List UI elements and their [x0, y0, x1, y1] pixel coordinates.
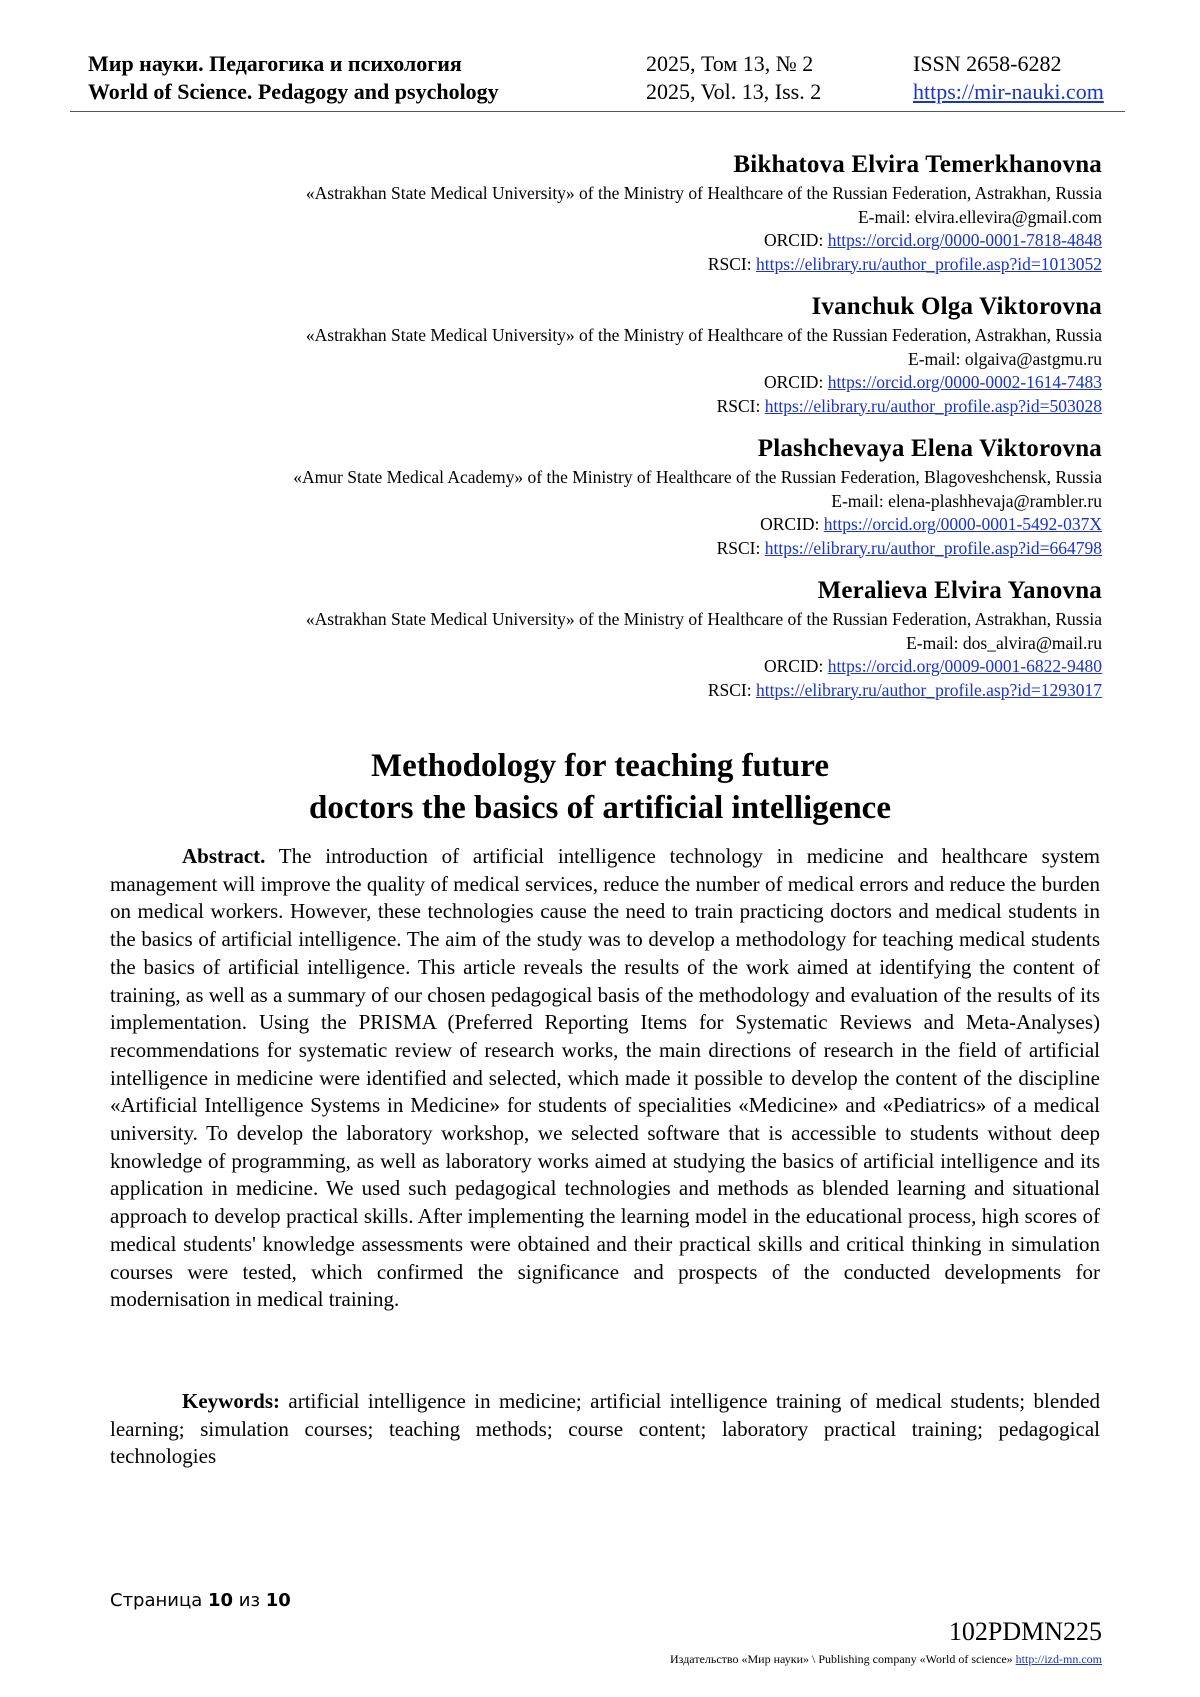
author-name: Meralieva Elvira Yanovna: [817, 577, 1102, 604]
author-block: [102, 290, 1102, 418]
author-rsci: RSCI: https://elibrary.ru/author_profile.asp?id=503028: [716, 395, 1102, 416]
journal-website-link[interactable]: https://mir-nauki.com: [913, 79, 1104, 104]
publisher-line: Издательство «Мир науки» \ Publishing company «World of science» http://izd-mn.com: [670, 1652, 1102, 1666]
abstract-label: Abstract.: [182, 844, 266, 868]
header-divider: [70, 111, 1125, 112]
rsci-link[interactable]: https://elibrary.ru/author_profile.asp?id=1013052: [755, 253, 1102, 274]
abstract: [110, 843, 1100, 1314]
keywords-label: Keywords:: [182, 1389, 280, 1413]
author-name: Plashchevaya Elena Viktorovna: [757, 435, 1102, 462]
rsci-link[interactable]: https://elibrary.ru/author_profile.asp?id=503028: [764, 395, 1102, 416]
author-orcid: ORCID: https://orcid.org/0000-0001-5492-037X: [760, 514, 1102, 534]
rsci-link[interactable]: https://elibrary.ru/author_profile.asp?id=664798: [764, 537, 1102, 558]
author-name: Ivanchuk Olga Viktorovna: [811, 293, 1102, 320]
keywords-text: artificial intelligence in medicine; artificial intelligence training of medical students; blended learning; simulation courses; teaching methods; course content; laboratory practical training; pedagogical technologies: [110, 1389, 1100, 1469]
author-email: E-mail: elvira.ellevira@gmail.com: [857, 206, 1102, 227]
rsci-link[interactable]: https://elibrary.ru/author_profile.asp?id=1293017: [755, 679, 1102, 700]
author-name: Bikhatova Elvira Temerkhanovna: [733, 151, 1102, 178]
volume-en: 2025, Vol. 13, Iss. 2: [646, 79, 822, 104]
author-email: E-mail: dos_alvira@mail.ru: [906, 632, 1102, 653]
article-title-line: Methodology for teaching future: [371, 748, 829, 784]
orcid-link[interactable]: https://orcid.org/0000-0001-7818-4848: [827, 230, 1102, 250]
author-rsci: RSCI: https://elibrary.ru/author_profile.asp?id=664798: [716, 537, 1102, 558]
author-affiliation: «Astrakhan State Medical University» of the Ministry of Healthcare of the Russian Federation, Astrakhan, Russia: [305, 183, 1102, 203]
publisher-link[interactable]: http://izd-mn.com: [1015, 1652, 1102, 1666]
journal-header: [88, 50, 1120, 106]
author-orcid: ORCID: https://orcid.org/0009-0001-6822-9480: [764, 656, 1102, 676]
article-title-line: doctors the basics of artificial intelligence: [309, 790, 891, 826]
author-email: E-mail: olgaiva@astgmu.ru: [908, 348, 1102, 369]
journal-title-ru: Мир науки. Педагогика и психология: [88, 51, 462, 76]
author-list: [102, 148, 1102, 716]
author-affiliation: «Astrakhan State Medical University» of the Ministry of Healthcare of the Russian Federation, Astrakhan, Russia: [305, 609, 1102, 629]
orcid-link[interactable]: https://orcid.org/0000-0001-5492-037X: [823, 514, 1102, 534]
author-rsci: RSCI: https://elibrary.ru/author_profile.asp?id=1013052: [707, 253, 1102, 274]
author-email: E-mail: elena-plashhevaja@rambler.ru: [831, 490, 1102, 511]
author-orcid: ORCID: https://orcid.org/0000-0002-1614-7483: [764, 372, 1102, 392]
author-rsci: RSCI: https://elibrary.ru/author_profile.asp?id=1293017: [707, 679, 1102, 700]
abstract-text: The introduction of artificial intelligence technology in medicine and healthcare system management will improve the quality of medical services, reduce the number of medical errors and reduce the burden on medical workers. However, these technologies cause the need to train practicing doctors and medical students in the basics of artificial intelligence. The aim of the study was to develop a methodology for teaching medical students the basics of artificial intelligence. This article reveals the results of the work aimed at identifying the content of training, as well as a summary of our chosen pedagogical basis of the methodology and evaluation of the results of its implementation. Using the PRISMA (Preferred Reporting Items for Systematic Reviews and Meta-Analyses) recommendations for systematic review of research works, the main directions of research in the field of artificial intelligence in medicine were identified and selected, which made it possible to develop the content of the discipline «Artificial Intelligence Systems in Medicine» for students of specialities «Medicine» and «Pediatrics» of a medical university. To develop the laboratory workshop, we selected software that is accessible to students without deep knowledge of programming, as well as laboratory works aimed at studying the basics of artificial intelligence and its application in medicine. We used such pedagogical technologies and methods as blended learning and situational approach to develop practical skills. After implementing the learning model in the educational process, high scores of medical students' knowledge assessments were obtained and their practical skills and critical thinking in simulation courses were tested, which confirmed the significance and prospects of the conducted developments for modernisation in medical training.: [110, 844, 1100, 1312]
keywords: [110, 1388, 1100, 1471]
orcid-link[interactable]: https://orcid.org/0009-0001-6822-9480: [827, 656, 1102, 676]
issn: ISSN 2658-6282: [913, 51, 1062, 76]
article-code: 102PDMN225: [948, 1617, 1102, 1646]
volume-ru: 2025, Том 13, № 2: [646, 51, 814, 76]
author-orcid: ORCID: https://orcid.org/0000-0001-7818-4848: [764, 230, 1102, 250]
author-affiliation: «Astrakhan State Medical University» of the Ministry of Healthcare of the Russian Federation, Astrakhan, Russia: [305, 325, 1102, 345]
author-block: [102, 432, 1102, 560]
article-title: [100, 745, 1100, 829]
orcid-link[interactable]: https://orcid.org/0000-0002-1614-7483: [827, 372, 1102, 392]
author-block: [102, 148, 1102, 276]
author-affiliation: «Amur State Medical Academy» of the Ministry of Healthcare of the Russian Federation, Blagoveshchensk, Russia: [293, 467, 1102, 487]
page-number: Страница 10 из 10: [110, 1590, 291, 1611]
author-block: [102, 574, 1102, 702]
journal-title-en: World of Science. Pedagogy and psychology: [88, 79, 499, 104]
